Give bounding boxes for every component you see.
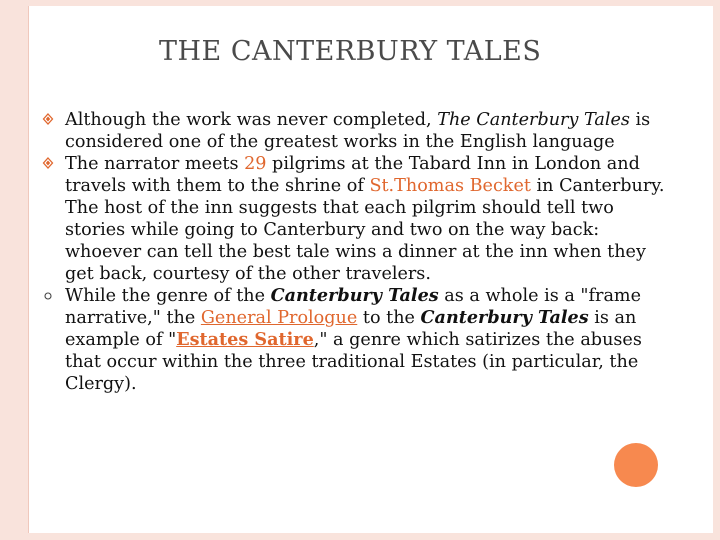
bullet-1-title-italic: The Canterbury Tales bbox=[437, 110, 630, 130]
bullet-1-text-c: is considered one of the greatest works in the English language bbox=[65, 110, 651, 152]
bullet-item-2 bbox=[29, 153, 669, 285]
bullet-1-text-a: Although the work was never completed, bbox=[65, 110, 438, 130]
bullet-3-title-bold-2: Canterbury Tales bbox=[420, 307, 589, 328]
decorative-circle bbox=[614, 443, 658, 487]
bullet-3-title-bold-1: Canterbury Tales bbox=[270, 285, 439, 306]
general-prologue-link[interactable]: General Prologue bbox=[200, 308, 358, 328]
bullet-3-text-d: to the bbox=[357, 308, 421, 328]
estates-satire-link[interactable]: Estates Satire bbox=[176, 329, 314, 350]
bullet-3-text-a: While the genre of the bbox=[65, 286, 271, 306]
diamond-bullet-icon bbox=[42, 113, 54, 125]
circle-bullet-icon bbox=[42, 289, 54, 301]
bullet-list bbox=[29, 109, 669, 395]
slide-frame-left bbox=[0, 0, 28, 540]
bullet-item-3 bbox=[29, 285, 669, 395]
bullet-2-text-b: pilgrims at the Tabard Inn in London and travels with them to the shrine of bbox=[65, 154, 640, 196]
slide-title: THE CANTERBURY TALES bbox=[159, 36, 542, 67]
bullet-3-text-g: ," a genre which satirizes the abuses that occur within the three traditional Estates (in particular, the Clergy). bbox=[65, 330, 642, 394]
bullet-item-1 bbox=[29, 109, 669, 153]
bullet-2-text-a: The narrator meets bbox=[65, 154, 245, 174]
slide-frame-bottom bbox=[0, 533, 720, 540]
pilgrim-count: 29 bbox=[244, 154, 267, 174]
bullet-3-text-c: as a whole is a "frame narrative," the bbox=[65, 286, 642, 328]
diamond-bullet-icon bbox=[42, 157, 54, 169]
bullet-2-text-c: in Canterbury. The host of the inn suggests that each pilgrim should tell two stories while going to Canterbury and two on the way back: whoever can tell the best tale wins a dinner at the inn when they get back, courtesy of the other travelers. bbox=[65, 176, 665, 284]
st-thomas-becket-link[interactable]: St.Thomas Becket bbox=[369, 176, 531, 196]
slide-frame-right bbox=[713, 0, 720, 540]
bullet-3-text-f: is an example of " bbox=[65, 308, 637, 350]
slide bbox=[28, 6, 713, 533]
